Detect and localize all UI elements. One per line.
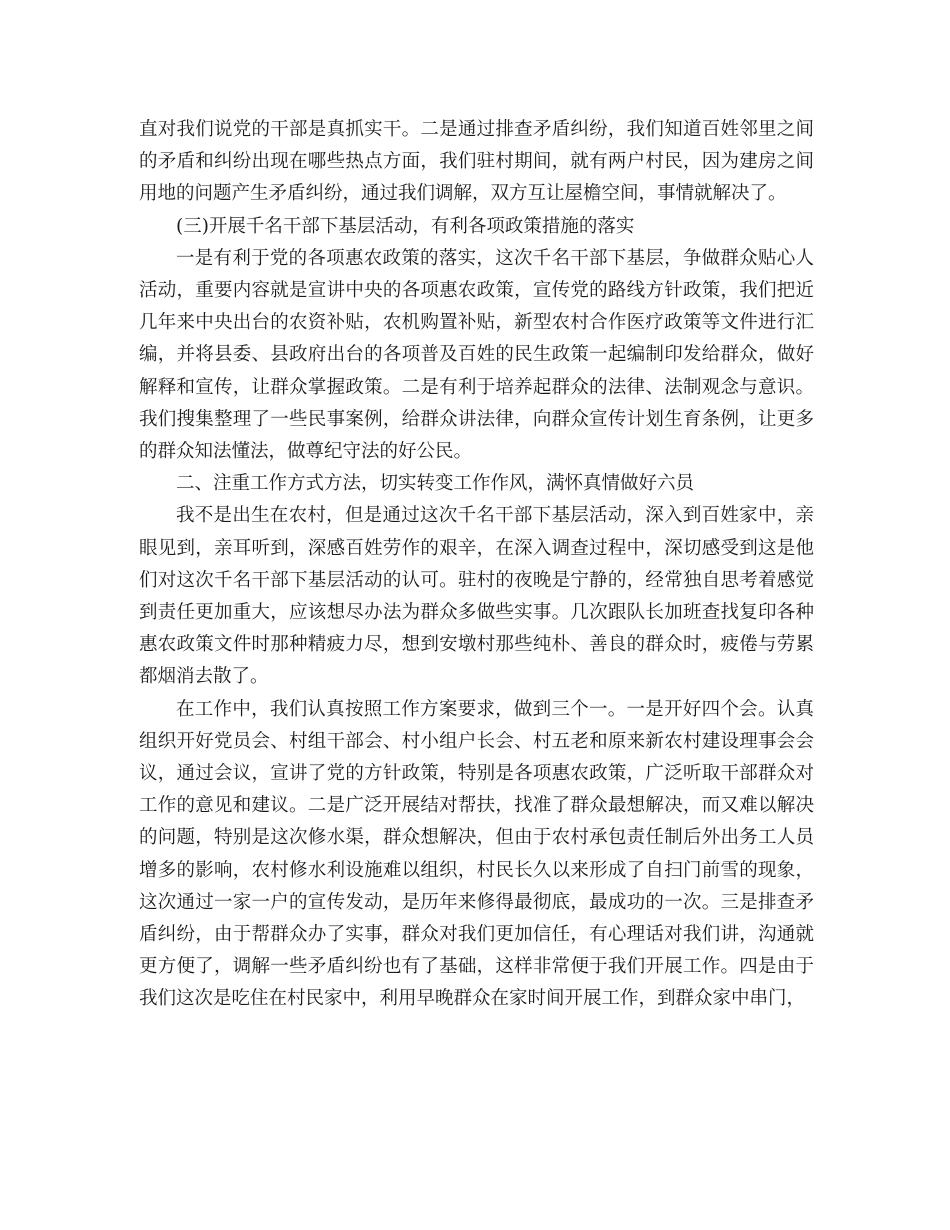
section-heading-2: 二、注重工作方式方法，切实转变工作作风，满怀真情做好六员 [176, 473, 695, 495]
document-body [139, 114, 814, 1016]
paragraph-work: 在工作中，我们认真按照工作方案要求，做到三个一。一是开好四个会。认真组织开好党员会、村组干部会、村小组户长会、村五老和原来新农村建设理事会会议，通过会议，宣讲了党的方针政策，特别是各项惠农政策，广泛听取干部群众对工作的意见和建议。二是广泛开展结对帮扶，找准了群众最想解决，而又难以解决的问题，特别是这次修水渠，群众想解决，但由于农村承包责任制后外出务工人员增多的影响，农村修水利设施难以组织，村民长久以来形成了自扫门前雪的现象，这次通过一家一户的宣传发动，是历年来修得最彻底，最成功的一次。三是排查矛盾纠纷，由于帮群众办了实事，群众对我们更加信任，有心理话对我们讲，沟通就更方便了，调解一些矛盾纠纷也有了基础，这样非常便于我们开展工作。四是由于我们这次是吃住在村民家中，利用早晚群众在家时间开展工作，到群众家中串门， [139, 698, 814, 1010]
paragraph-policy: 一是有利于党的各项惠农政策的落实，这次千名干部下基层，争做群众贴心人活动，重要内容就是宣讲中央的各项惠农政策，宣传党的路线方针政策，我们把近几年来中央出台的农资补贴，农机购置补贴，新型农村合作医疗政策等文件进行汇编，并将县委、县政府出台的各项普及百姓的民生政策一起编制印发给群众，做好解释和宣传，让群众掌握政策。二是有利于培养起群众的法律、法制观念与意识。我们搜集整理了一些民事案例，给群众讲法律，向群众宣传计划生育条例，让更多的群众知法懂法，做尊纪守法的好公民。 [139, 247, 814, 463]
paragraph-experience: 我不是出生在农村，但是通过这次千名干部下基层活动，深入到百姓家中，亲眼见到，亲耳听到，深感百姓劳作的艰辛，在深入调查过程中，深切感受到这是他们对这次千名干部下基层活动的认可。驻村的夜晚是宁静的，经常独自思考着感觉到责任更加重大，应该想尽办法为群众多做些实事。几次跟队长加班查找复印各种惠农政策文件时那种精疲力尽，想到安墩村那些纯朴、善良的群众时，疲倦与劳累都烟消去散了。 [139, 505, 814, 688]
section-heading-3: (三)开展千名干部下基层活动，有利各项政策措施的落实 [176, 215, 635, 237]
paragraph-continuation: 直对我们说党的干部是真抓实干。二是通过排查矛盾纠纷，我们知道百姓邻里之间的矛盾和纠纷出现在哪些热点方面，我们驻村期间，就有两户村民，因为建房之间用地的问题产生矛盾纠纷，通过我们调解，双方互让屋檐空间，事情就解决了。 [139, 119, 814, 205]
